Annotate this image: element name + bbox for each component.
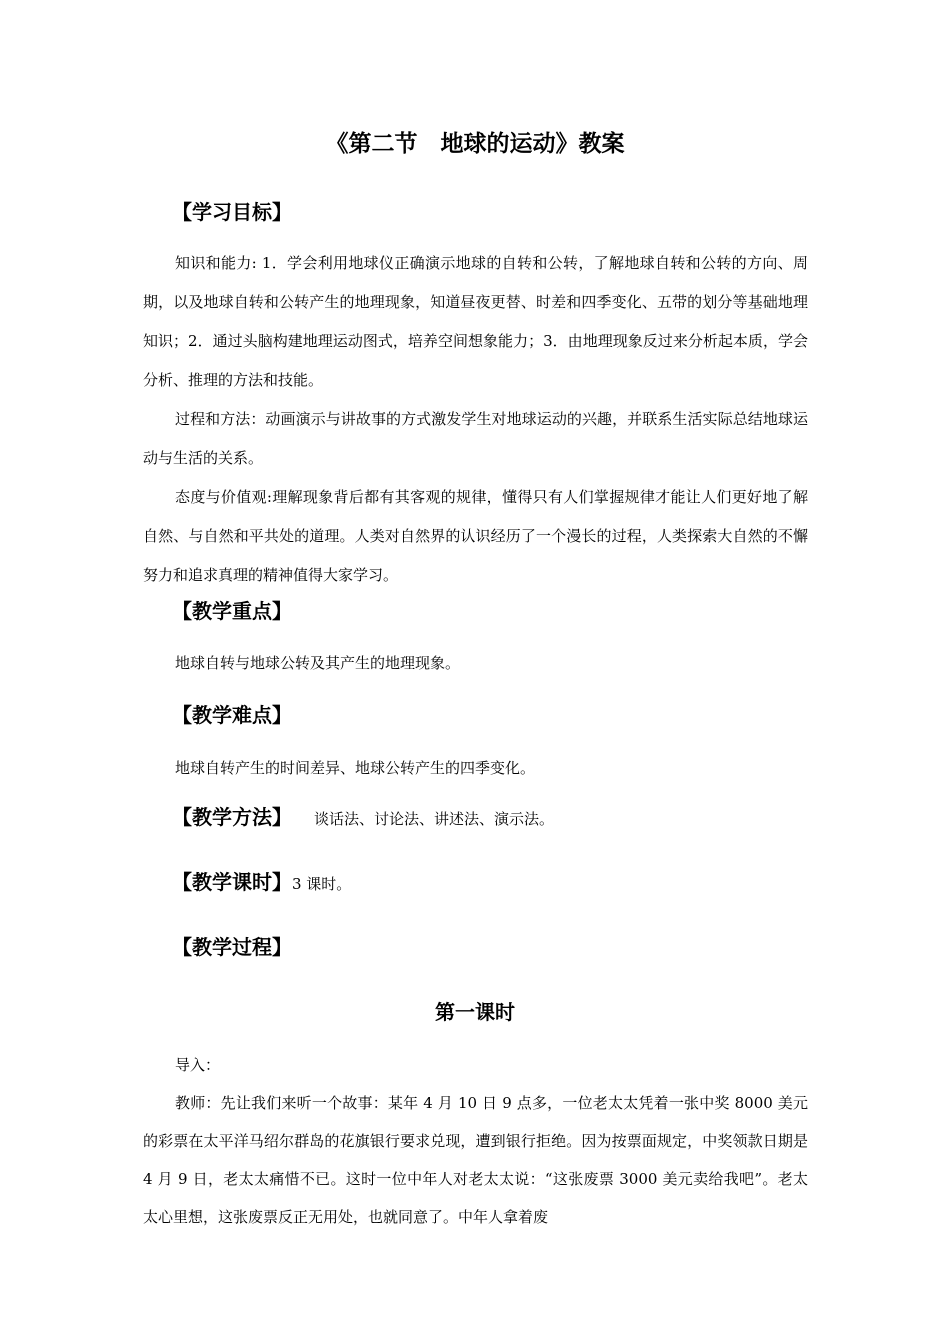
heading-teaching-hours: [172, 868, 351, 898]
objective-process-paragraph: 过程和方法：动画演示与讲故事的方式激发学生对地球运动的兴趣，并联系生活实际总结地球运动与生活的关系。: [143, 410, 808, 467]
heading-difficulties: 【教学难点】: [172, 703, 292, 727]
intro-label: 导入：: [175, 1056, 221, 1074]
story-paragraph: 教师：先让我们来听一个故事：某年 4 月 10 日 9 点多，一位老太太凭着一张中奖 8000 美元的彩票在太平洋马绍尔群岛的花旗银行要求兑现，遭到银行拒绝。因为按票面规定，中奖领款日期是 4 月 9 日，老太太痛惜不已。这时一位中年人对老太太说：“这张废票 3000 美元卖给我吧”。老太太心里想，这张废票反正无用处，也就同意了。中年人拿着废: [143, 1094, 808, 1226]
document-title: 《第二节 地球的运动》教案: [325, 131, 625, 157]
key-points-text: 地球自转与地球公转及其产生的地理现象。: [175, 654, 461, 672]
objective-knowledge-paragraph: 知识和能力: 1．学会利用地球仪正确演示地球的自转和公转，了解地球自转和公转的方向、周期，以及地球自转和公转产生的地理现象，知道昼夜更替、时差和四季变化、五带的划分等基础地理知识；2．通过头脑构建地理运动图式，培养空间想象能力；3．由地理现象反过来分析起本质，学会分析、推理的方法和技能。: [143, 254, 808, 389]
heading-teaching-process: 【教学过程】: [172, 935, 292, 959]
heading-teaching-methods: [172, 803, 554, 833]
teaching-hours-text: 3 课时。: [292, 875, 352, 893]
heading-key-points: 【教学重点】: [172, 599, 292, 623]
teaching-methods-label: 【教学方法】: [172, 805, 292, 829]
lesson-one-title: 第一课时: [435, 1000, 515, 1024]
difficulties-text: 地球自转产生的时间差异、地球公转产生的四季变化。: [175, 759, 536, 777]
teaching-methods-text: 谈话法、讨论法、讲述法、演示法。: [314, 810, 555, 828]
heading-learning-objectives: 【学习目标】: [172, 200, 292, 224]
objective-attitude-paragraph: 态度与价值观:理解现象背后都有其客观的规律，懂得只有人们掌握规律才能让人们更好地了解自然、与自然和平共处的道理。人类对自然界的认识经历了一个漫长的过程，人类探索大自然的不懈努力和追求真理的精神值得大家学习。: [143, 488, 808, 584]
teaching-hours-label: 【教学课时】: [172, 870, 292, 894]
